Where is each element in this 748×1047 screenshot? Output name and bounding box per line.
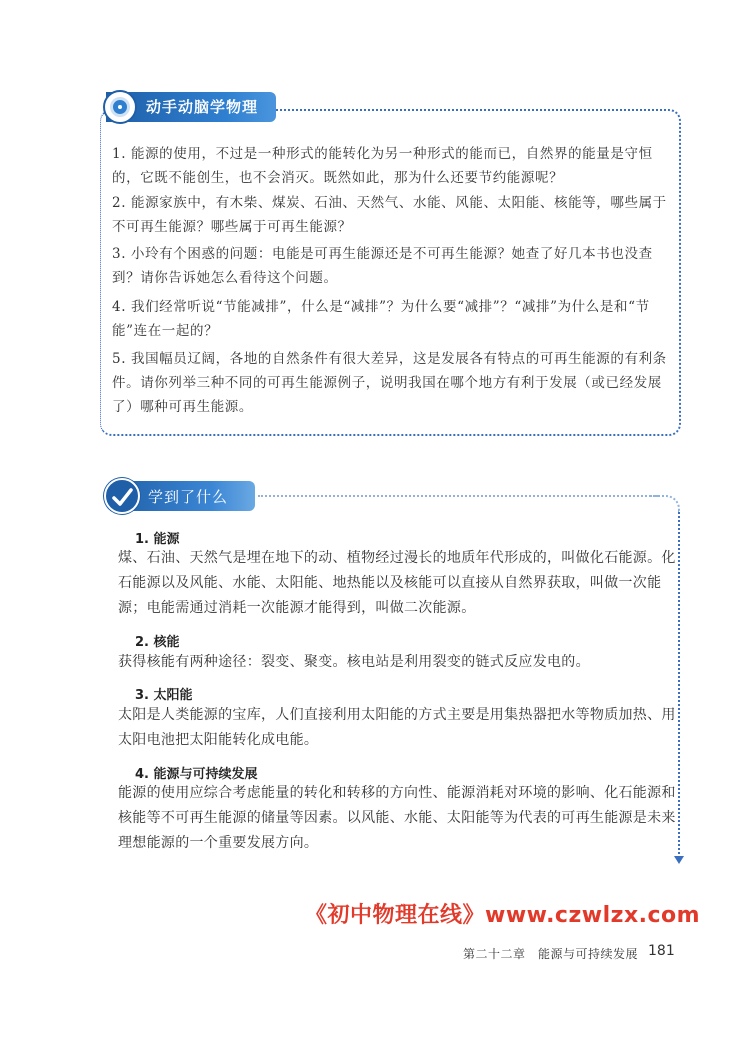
question-1: 1. 能源的使用，不过是一种形式的能转化为另一种形式的能而已，自然界的能量是守恒的，它既不能创生，也不会消灭。既然如此，那为什么还要节约能源呢？	[112, 146, 653, 186]
summary-heading-1: 1. 能源	[135, 532, 180, 547]
summary-body-4: 能源的使用应综合考虑能量的转化和转移的方向性、能源消耗对环境的影响、化石能源和核能等不可再生能源的储量等因素。以风能、水能、太阳能等为代表的可再生能源是未来理想能源的一个重要发展方向。	[118, 785, 676, 851]
target-icon	[103, 90, 137, 124]
pencil-check-icon	[104, 478, 140, 514]
question-4: 4. 我们经常听说“节能减排”，什么是“减排”？为什么要“减排”？“减排”为什么是和“节能”连在一起的？	[112, 299, 650, 339]
summary-heading-2: 2. 核能	[135, 635, 180, 650]
summary-heading-3: 3. 太阳能	[135, 688, 193, 703]
summary-title: 学到了什么	[148, 488, 229, 506]
page-number: 181	[648, 943, 675, 959]
summary-heading-4: 4. 能源与可持续发展	[135, 767, 258, 782]
exercise-title: 动手动脑学物理	[146, 98, 259, 116]
question-5: 5. 我国幅员辽阔，各地的自然条件有很大差异，这是发展各有特点的可再生能源的有利条件。请你列举三种不同的可再生能源例子，说明我国在哪个地方有利于发展（或已经发展了）哪种可再生能源。	[112, 351, 667, 415]
question-3: 3. 小玲有个困惑的问题：电能是可再生能源还是不可再生能源？她查了好几本书也没查到？请你告诉她怎么看待这个问题。	[112, 246, 653, 286]
summary-dotted-side	[678, 512, 680, 858]
chapter-footer: 第二十二章 能源与可持续发展	[463, 947, 639, 961]
summary-dotted-line	[258, 495, 658, 497]
summary-body-1: 煤、石油、天然气是埋在地下的动、植物经过漫长的地质年代形成的，叫做化石能源。化石能源以及风能、水能、太阳能、地热能以及核能可以直接从自然界获取，叫做一次能源；电能需通过消耗一次能源才能得到，叫做二次能源。	[118, 550, 676, 616]
question-2: 2. 能源家族中，有木柴、煤炭、石油、天然气、水能、风能、太阳能、核能等，哪些属于不可再生能源？哪些属于可再生能源？	[112, 195, 667, 235]
summary-dotted-corner	[650, 495, 680, 513]
summary-body-3: 太阳是人类能源的宝库，人们直接利用太阳能的方式主要是用集热器把水等物质加热、用太阳电池把太阳能转化成电能。	[118, 707, 676, 748]
summary-body-2: 获得核能有两种途径：裂变、聚变。核电站是利用裂变的链式反应发电的。	[118, 654, 590, 670]
watermark-link[interactable]: 《初中物理在线》www.czwlzx.com	[305, 903, 701, 928]
arrow-down-icon	[674, 856, 684, 864]
